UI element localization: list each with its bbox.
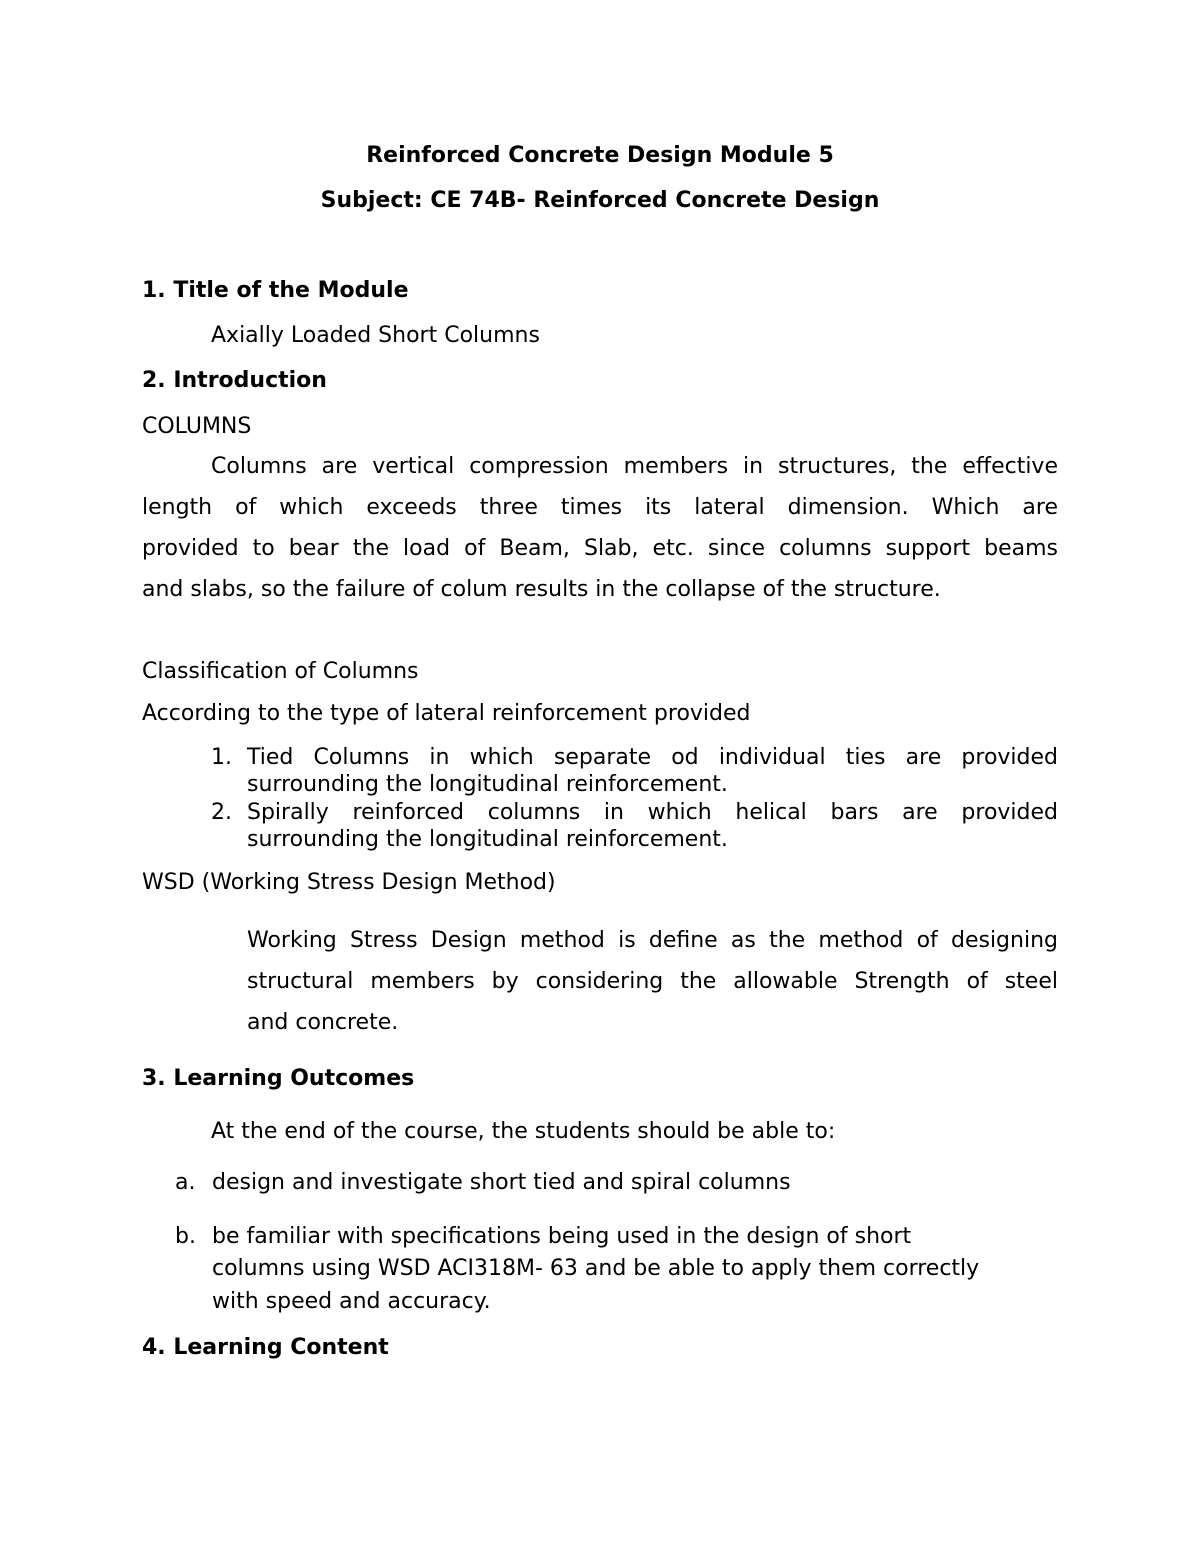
outcome-line: columns using WSD ACI318M- 63 and be able to apply them correctly (212, 1256, 980, 1281)
list-item-number: 2. (211, 800, 232, 825)
outcomes-intro: At the end of the course, the students should be able to: (211, 1119, 836, 1144)
wsd-heading: WSD (Working Stress Design Method) (142, 870, 556, 895)
columns-subheading: COLUMNS (142, 414, 252, 439)
outcome-line: design and investigate short tied and spiral columns (212, 1170, 791, 1195)
section-3-heading: 3. Learning Outcomes (142, 1066, 415, 1091)
intro-paragraph-line-1: Columns are vertical compression members in structures, the effective (211, 454, 1058, 479)
wsd-paragraph-line-3: and concrete. (247, 1010, 399, 1035)
outcome-letter: a. (175, 1170, 196, 1195)
section-2-heading: 2. Introduction (142, 368, 327, 393)
section-4-heading: 4. Learning Content (142, 1335, 389, 1360)
document-title: Reinforced Concrete Design Module 5 (366, 143, 834, 168)
intro-paragraph-line-2: length of which exceeds three times its lateral dimension. Which are (142, 495, 1058, 520)
wsd-paragraph-line-2: structural members by considering the allowable Strength of steel (247, 969, 1058, 994)
section-1-heading: 1. Title of the Module (142, 278, 409, 303)
intro-paragraph-line-3: provided to bear the load of Beam, Slab, etc. since columns support beams (142, 536, 1058, 561)
document-subject: Subject: CE 74B- Reinforced Concrete Design (320, 188, 880, 213)
outcome-line: with speed and accuracy. (212, 1289, 491, 1314)
list-item-line: Spirally reinforced columns in which helical bars are provided (247, 800, 1058, 825)
module-title-value: Axially Loaded Short Columns (211, 323, 540, 348)
outcome-letter: b. (175, 1224, 196, 1249)
classification-heading: Classification of Columns (142, 659, 419, 684)
list-item-line: surrounding the longitudinal reinforcement. (247, 827, 728, 852)
outcome-line: be familiar with specifications being used in the design of short (212, 1224, 912, 1249)
list-item-number: 1. (211, 745, 232, 770)
classification-intro: According to the type of lateral reinforcement provided (142, 701, 751, 726)
list-item-line: surrounding the longitudinal reinforcement. (247, 772, 728, 797)
list-item-line: Tied Columns in which separate od individual ties are provided (247, 745, 1058, 770)
wsd-paragraph-line-1: Working Stress Design method is define as the method of designing (247, 928, 1058, 953)
intro-paragraph-line-4: and slabs, so the failure of colum results in the collapse of the structure. (142, 577, 941, 602)
